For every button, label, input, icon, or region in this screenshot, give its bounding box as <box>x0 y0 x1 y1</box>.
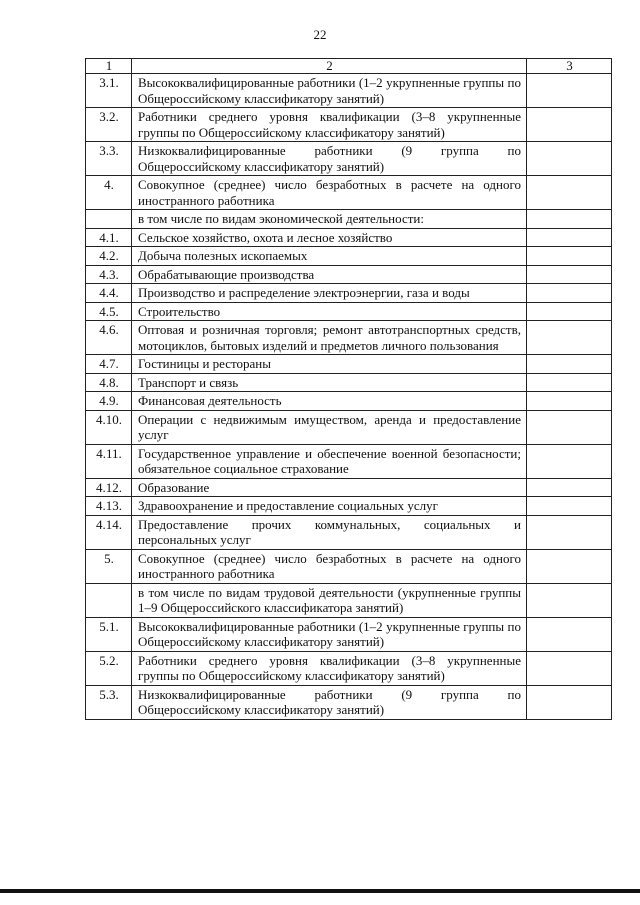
table-row <box>86 410 612 444</box>
table-header-row <box>86 59 612 74</box>
row-indicator-text: Работники среднего уровня квалификации (3–8 укрупненные группы по Общероссийскому классификатору занятий) <box>132 108 527 142</box>
table-row <box>86 210 612 229</box>
row-indicator-text: Низкоквалифицированные работники (9 группа по Общероссийскому классификатору занятий) <box>132 685 527 719</box>
table-row <box>86 685 612 719</box>
row-indicator-text: Строительство <box>132 302 527 321</box>
row-indicator-text: Высококвалифицированные работники (1–2 укрупненные группы по Общероссийскому классификатору занятий) <box>132 74 527 108</box>
row-number: 4. <box>86 176 132 210</box>
row-indicator-text: в том числе по видам трудовой деятельности (укрупненные группы 1–9 Общероссийского классификатора занятий) <box>132 583 527 617</box>
row-number: 4.4. <box>86 284 132 303</box>
row-indicator-text: Оптовая и розничная торговля; ремонт автотранспортных средств, мотоциклов, бытовых изделий и предметов личного пользования <box>132 321 527 355</box>
table-row <box>86 247 612 266</box>
row-value <box>527 497 612 516</box>
table-row <box>86 392 612 411</box>
row-value <box>527 265 612 284</box>
table-row <box>86 515 612 549</box>
row-number: 4.11. <box>86 444 132 478</box>
row-number: 3.2. <box>86 108 132 142</box>
row-number: 4.3. <box>86 265 132 284</box>
row-number: 4.1. <box>86 228 132 247</box>
row-number: 4.8. <box>86 373 132 392</box>
table-row <box>86 74 612 108</box>
row-indicator-text: Высококвалифицированные работники (1–2 укрупненные группы по Общероссийскому классификатору занятий) <box>132 617 527 651</box>
row-value <box>527 617 612 651</box>
row-indicator-text: Финансовая деятельность <box>132 392 527 411</box>
row-number: 4.10. <box>86 410 132 444</box>
row-value <box>527 284 612 303</box>
row-indicator-text: Предоставление прочих коммунальных, социальных и персональных услуг <box>132 515 527 549</box>
row-number: 3.1. <box>86 74 132 108</box>
row-value <box>527 321 612 355</box>
row-value <box>527 444 612 478</box>
row-value <box>527 410 612 444</box>
row-value <box>527 210 612 229</box>
row-indicator-text: Образование <box>132 478 527 497</box>
row-indicator-text: Работники среднего уровня квалификации (3–8 укрупненные группы по Общероссийскому классификатору занятий) <box>132 651 527 685</box>
row-value <box>527 392 612 411</box>
table-body <box>86 59 612 720</box>
row-number: 4.14. <box>86 515 132 549</box>
table-row <box>86 444 612 478</box>
table-row <box>86 228 612 247</box>
row-number: 4.7. <box>86 355 132 374</box>
row-value <box>527 685 612 719</box>
row-value <box>527 651 612 685</box>
table-row <box>86 302 612 321</box>
row-indicator-text: Гостиницы и рестораны <box>132 355 527 374</box>
row-indicator-text: Совокупное (среднее) число безработных в расчете на одного иностранного работника <box>132 176 527 210</box>
table-row <box>86 108 612 142</box>
column-header-indicator: 2 <box>132 59 527 74</box>
table-row <box>86 321 612 355</box>
row-indicator-text: Обрабатывающие производства <box>132 265 527 284</box>
row-value <box>527 108 612 142</box>
table-row <box>86 651 612 685</box>
row-number: 5.1. <box>86 617 132 651</box>
row-number <box>86 583 132 617</box>
row-value <box>527 74 612 108</box>
table-row <box>86 142 612 176</box>
table-row <box>86 583 612 617</box>
row-number: 4.13. <box>86 497 132 516</box>
row-indicator-text: Совокупное (среднее) число безработных в расчете на одного иностранного работника <box>132 549 527 583</box>
bottom-rule <box>0 889 640 893</box>
row-value <box>527 228 612 247</box>
row-value <box>527 176 612 210</box>
row-number: 5.3. <box>86 685 132 719</box>
row-number: 4.6. <box>86 321 132 355</box>
row-number <box>86 210 132 229</box>
row-number: 3.3. <box>86 142 132 176</box>
table-row <box>86 549 612 583</box>
row-indicator-text: Здравоохранение и предоставление социальных услуг <box>132 497 527 516</box>
row-value <box>527 549 612 583</box>
table-row <box>86 373 612 392</box>
table-row <box>86 478 612 497</box>
page-number: 22 <box>313 27 327 42</box>
row-value <box>527 515 612 549</box>
row-value <box>527 247 612 266</box>
row-indicator-text: Низкоквалифицированные работники (9 группа по Общероссийскому классификатору занятий) <box>132 142 527 176</box>
table-row <box>86 355 612 374</box>
row-number: 4.9. <box>86 392 132 411</box>
table-row <box>86 176 612 210</box>
row-indicator-text: Производство и распределение электроэнергии, газа и воды <box>132 284 527 303</box>
table-row <box>86 265 612 284</box>
row-indicator-text: Добыча полезных ископаемых <box>132 247 527 266</box>
row-indicator-text: Операции с недвижимым имуществом, аренда и предоставление услуг <box>132 410 527 444</box>
row-value <box>527 478 612 497</box>
row-value <box>527 302 612 321</box>
column-header-number: 1 <box>86 59 132 74</box>
row-indicator-text: Сельское хозяйство, охота и лесное хозяйство <box>132 228 527 247</box>
row-value <box>527 355 612 374</box>
row-value <box>527 583 612 617</box>
row-number: 4.2. <box>86 247 132 266</box>
column-header-value: 3 <box>527 59 612 74</box>
row-indicator-text: в том числе по видам экономической деятельности: <box>132 210 527 229</box>
row-number: 4.5. <box>86 302 132 321</box>
row-number: 4.12. <box>86 478 132 497</box>
indicators-table <box>85 58 612 720</box>
table-row <box>86 284 612 303</box>
row-number: 5.2. <box>86 651 132 685</box>
table-row <box>86 497 612 516</box>
row-value <box>527 142 612 176</box>
row-value <box>527 373 612 392</box>
row-indicator-text: Транспорт и связь <box>132 373 527 392</box>
row-indicator-text: Государственное управление и обеспечение военной безопасности; обязательное социальное страхование <box>132 444 527 478</box>
row-number: 5. <box>86 549 132 583</box>
table-row <box>86 617 612 651</box>
